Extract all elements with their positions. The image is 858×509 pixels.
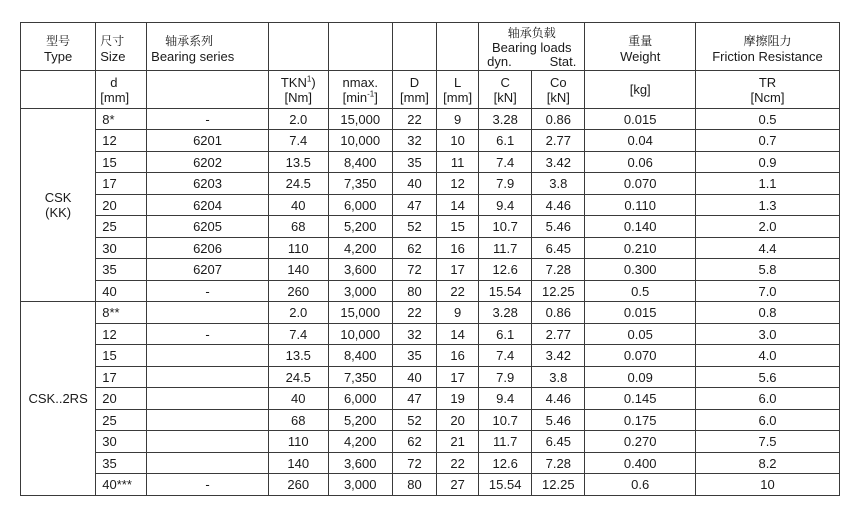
table-row (21, 216, 840, 238)
cell-size-d: 15 (96, 151, 147, 173)
table-row (21, 345, 840, 367)
table-row (21, 302, 840, 324)
cell-load-co: 2.77 (532, 323, 585, 345)
cell-load-c: 9.4 (479, 194, 532, 216)
cell-tkn: 68 (268, 216, 328, 238)
header-empty-3 (392, 23, 436, 71)
cell-load-co: 5.46 (532, 216, 585, 238)
header-friction-resistance: 摩擦阻力 Friction Resistance (696, 23, 840, 71)
cell-weight: 0.06 (585, 151, 696, 173)
cell-load-c: 3.28 (479, 302, 532, 324)
cell-load-c: 7.9 (479, 173, 532, 195)
cell-outer-d: 35 (392, 151, 436, 173)
cell-friction-tr: 6.0 (696, 409, 840, 431)
table-row (21, 366, 840, 388)
cell-weight: 0.015 (585, 108, 696, 130)
cell-tkn: 140 (268, 452, 328, 474)
units-row (21, 71, 840, 109)
type-group-cell (21, 302, 96, 496)
cell-load-co: 12.25 (532, 280, 585, 302)
cell-size-d: 12 (96, 130, 147, 152)
cell-outer-d: 32 (392, 323, 436, 345)
cell-friction-tr: 0.8 (696, 302, 840, 324)
cell-friction-tr: 0.5 (696, 108, 840, 130)
cell-bearing-series (147, 302, 269, 324)
unit-type-empty (21, 71, 96, 109)
cell-friction-tr: 7.0 (696, 280, 840, 302)
cell-nmax: 15,000 (328, 108, 392, 130)
cell-friction-tr: 4.4 (696, 237, 840, 259)
cell-outer-d: 72 (392, 452, 436, 474)
table-row (21, 452, 840, 474)
cell-weight: 0.015 (585, 302, 696, 324)
cell-nmax: 10,000 (328, 323, 392, 345)
cell-load-co: 7.28 (532, 259, 585, 281)
cell-tkn: 24.5 (268, 173, 328, 195)
cell-weight: 0.270 (585, 431, 696, 453)
cell-load-c: 9.4 (479, 388, 532, 410)
cell-length-l: 20 (437, 409, 479, 431)
cell-size-d: 17 (96, 366, 147, 388)
cell-load-c: 6.1 (479, 323, 532, 345)
cell-bearing-series: 6207 (147, 259, 269, 281)
cell-length-l: 10 (437, 130, 479, 152)
cell-outer-d: 47 (392, 194, 436, 216)
cell-outer-d: 72 (392, 259, 436, 281)
cell-bearing-series: - (147, 108, 269, 130)
cell-tkn: 260 (268, 280, 328, 302)
cell-tkn: 110 (268, 431, 328, 453)
cell-length-l: 19 (437, 388, 479, 410)
cell-bearing-series: - (147, 474, 269, 496)
cell-tkn: 7.4 (268, 323, 328, 345)
cell-nmax: 5,200 (328, 409, 392, 431)
cell-load-co: 4.46 (532, 388, 585, 410)
cell-outer-d: 40 (392, 173, 436, 195)
cell-load-c: 11.7 (479, 431, 532, 453)
cell-outer-d: 22 (392, 302, 436, 324)
table-row (21, 173, 840, 195)
cell-length-l: 22 (437, 280, 479, 302)
cell-tkn: 2.0 (268, 108, 328, 130)
table-row (21, 474, 840, 496)
cell-friction-tr: 4.0 (696, 345, 840, 367)
cell-outer-d: 52 (392, 409, 436, 431)
cell-tkn: 110 (268, 237, 328, 259)
cell-weight: 0.145 (585, 388, 696, 410)
cell-load-c: 7.4 (479, 151, 532, 173)
cell-outer-d: 80 (392, 280, 436, 302)
table-row (21, 259, 840, 281)
cell-weight: 0.300 (585, 259, 696, 281)
cell-size-d: 35 (96, 452, 147, 474)
header-type: 型号 Type (21, 23, 96, 71)
cell-load-c: 7.4 (479, 345, 532, 367)
cell-tkn: 68 (268, 409, 328, 431)
cell-length-l: 14 (437, 323, 479, 345)
table-row (21, 108, 840, 130)
unit-D: D [mm] (392, 71, 436, 109)
cell-length-l: 17 (437, 366, 479, 388)
cell-weight: 0.070 (585, 173, 696, 195)
cell-size-d: 40 (96, 280, 147, 302)
cell-bearing-series: 6204 (147, 194, 269, 216)
cell-load-c: 10.7 (479, 409, 532, 431)
table-row (21, 431, 840, 453)
cell-nmax: 3,600 (328, 259, 392, 281)
cell-size-d: 30 (96, 431, 147, 453)
unit-tr: TR [Ncm] (696, 71, 840, 109)
header-weight: 重量 Weight (585, 23, 696, 71)
cell-tkn: 7.4 (268, 130, 328, 152)
cell-nmax: 4,200 (328, 431, 392, 453)
cell-bearing-series (147, 452, 269, 474)
cell-load-co: 2.77 (532, 130, 585, 152)
cell-load-co: 5.46 (532, 409, 585, 431)
cell-nmax: 8,400 (328, 151, 392, 173)
cell-length-l: 16 (437, 345, 479, 367)
cell-load-c: 10.7 (479, 216, 532, 238)
cell-load-co: 12.25 (532, 474, 585, 496)
cell-bearing-series (147, 388, 269, 410)
unit-Co: Co [kN] (532, 71, 585, 109)
cell-size-d: 8* (96, 108, 147, 130)
cell-nmax: 6,000 (328, 194, 392, 216)
header-row (21, 23, 840, 71)
unit-L: L [mm] (437, 71, 479, 109)
cell-load-c: 12.6 (479, 452, 532, 474)
header-bearing-loads: 轴承负载 Bearing loads dyn. Stat. (479, 23, 585, 71)
cell-length-l: 15 (437, 216, 479, 238)
cell-length-l: 9 (437, 302, 479, 324)
cell-friction-tr: 1.3 (696, 194, 840, 216)
table-row (21, 280, 840, 302)
cell-size-d: 20 (96, 388, 147, 410)
table-row (21, 323, 840, 345)
cell-outer-d: 47 (392, 388, 436, 410)
cell-weight: 0.175 (585, 409, 696, 431)
cell-length-l: 11 (437, 151, 479, 173)
cell-friction-tr: 6.0 (696, 388, 840, 410)
cell-size-d: 8** (96, 302, 147, 324)
cell-bearing-series: - (147, 323, 269, 345)
cell-size-d: 25 (96, 216, 147, 238)
unit-series-empty (147, 71, 269, 109)
cell-nmax: 3,000 (328, 280, 392, 302)
cell-friction-tr: 8.2 (696, 452, 840, 474)
cell-weight: 0.09 (585, 366, 696, 388)
type-name: CSK..2RS (28, 391, 88, 407)
cell-size-d: 30 (96, 237, 147, 259)
cell-nmax: 4,200 (328, 237, 392, 259)
cell-length-l: 21 (437, 431, 479, 453)
cell-load-co: 7.28 (532, 452, 585, 474)
cell-load-co: 3.8 (532, 366, 585, 388)
cell-outer-d: 80 (392, 474, 436, 496)
cell-weight: 0.05 (585, 323, 696, 345)
type-name: CSK (44, 190, 72, 206)
cell-outer-d: 62 (392, 431, 436, 453)
cell-tkn: 40 (268, 388, 328, 410)
cell-outer-d: 40 (392, 366, 436, 388)
cell-tkn: 13.5 (268, 345, 328, 367)
table-row (21, 130, 840, 152)
cell-outer-d: 22 (392, 108, 436, 130)
cell-tkn: 260 (268, 474, 328, 496)
cell-nmax: 8,400 (328, 345, 392, 367)
cell-outer-d: 52 (392, 216, 436, 238)
cell-size-d: 15 (96, 345, 147, 367)
cell-bearing-series: 6201 (147, 130, 269, 152)
header-loads-dyn: dyn. (487, 54, 512, 70)
cell-load-co: 6.45 (532, 237, 585, 259)
cell-nmax: 10,000 (328, 130, 392, 152)
cell-length-l: 12 (437, 173, 479, 195)
cell-weight: 0.400 (585, 452, 696, 474)
unit-weight: [kg] (585, 71, 696, 109)
cell-load-c: 12.6 (479, 259, 532, 281)
cell-friction-tr: 0.9 (696, 151, 840, 173)
cell-size-d: 35 (96, 259, 147, 281)
cell-friction-tr: 5.8 (696, 259, 840, 281)
type-group-cell (21, 108, 96, 302)
cell-size-d: 40*** (96, 474, 147, 496)
cell-load-c: 15.54 (479, 280, 532, 302)
cell-friction-tr: 10 (696, 474, 840, 496)
cell-outer-d: 62 (392, 237, 436, 259)
cell-bearing-series: 6203 (147, 173, 269, 195)
cell-weight: 0.5 (585, 280, 696, 302)
cell-nmax: 7,350 (328, 366, 392, 388)
cell-load-co: 6.45 (532, 431, 585, 453)
cell-friction-tr: 0.7 (696, 130, 840, 152)
cell-load-c: 3.28 (479, 108, 532, 130)
cell-weight: 0.6 (585, 474, 696, 496)
cell-size-d: 12 (96, 323, 147, 345)
cell-length-l: 14 (437, 194, 479, 216)
cell-friction-tr: 1.1 (696, 173, 840, 195)
cell-friction-tr: 3.0 (696, 323, 840, 345)
cell-tkn: 24.5 (268, 366, 328, 388)
cell-weight: 0.110 (585, 194, 696, 216)
cell-outer-d: 32 (392, 130, 436, 152)
cell-friction-tr: 5.6 (696, 366, 840, 388)
cell-bearing-series: 6202 (147, 151, 269, 173)
cell-tkn: 2.0 (268, 302, 328, 324)
table-row (21, 194, 840, 216)
cell-tkn: 13.5 (268, 151, 328, 173)
cell-load-co: 3.8 (532, 173, 585, 195)
cell-load-c: 11.7 (479, 237, 532, 259)
unit-nmax: nmax. $[\min^{-1}]$ (328, 71, 392, 109)
cell-friction-tr: 2.0 (696, 216, 840, 238)
header-empty-2 (328, 23, 392, 71)
cell-load-co: 4.46 (532, 194, 585, 216)
header-bearing-series: 轴承系列 Bearing series (147, 23, 269, 71)
cell-friction-tr: 7.5 (696, 431, 840, 453)
header-empty-4 (437, 23, 479, 71)
cell-bearing-series (147, 431, 269, 453)
table-row (21, 237, 840, 259)
cell-weight: 0.140 (585, 216, 696, 238)
cell-bearing-series: 6205 (147, 216, 269, 238)
cell-weight: 0.070 (585, 345, 696, 367)
cell-bearing-series (147, 345, 269, 367)
cell-load-co: 0.86 (532, 302, 585, 324)
type-alias: (KK) (45, 205, 72, 221)
cell-nmax: 5,200 (328, 216, 392, 238)
cell-load-c: 15.54 (479, 474, 532, 496)
cell-length-l: 22 (437, 452, 479, 474)
cell-nmax: 6,000 (328, 388, 392, 410)
cell-size-d: 25 (96, 409, 147, 431)
header-loads-stat: Stat. (549, 54, 577, 70)
cell-load-c: 7.9 (479, 366, 532, 388)
cell-nmax: 15,000 (328, 302, 392, 324)
cell-outer-d: 35 (392, 345, 436, 367)
unit-tkn: TKN$^1$) [Nm] (268, 71, 328, 109)
cell-length-l: 9 (437, 108, 479, 130)
bearing-spec-table (20, 22, 840, 496)
cell-size-d: 20 (96, 194, 147, 216)
table-row (21, 151, 840, 173)
cell-bearing-series: 6206 (147, 237, 269, 259)
cell-weight: 0.04 (585, 130, 696, 152)
cell-load-co: 3.42 (532, 345, 585, 367)
cell-load-c: 6.1 (479, 130, 532, 152)
cell-weight: 0.210 (585, 237, 696, 259)
cell-size-d: 17 (96, 173, 147, 195)
cell-bearing-series: - (147, 280, 269, 302)
table-row (21, 388, 840, 410)
cell-nmax: 3,600 (328, 452, 392, 474)
header-size: 尺寸 Size (96, 23, 147, 71)
table-row (21, 409, 840, 431)
cell-bearing-series (147, 409, 269, 431)
unit-C: C [kN] (479, 71, 532, 109)
cell-load-co: 0.86 (532, 108, 585, 130)
header-empty-1 (268, 23, 328, 71)
unit-d: d [mm] (96, 71, 147, 109)
cell-length-l: 17 (437, 259, 479, 281)
cell-tkn: 40 (268, 194, 328, 216)
cell-load-co: 3.42 (532, 151, 585, 173)
cell-tkn: 140 (268, 259, 328, 281)
cell-bearing-series (147, 366, 269, 388)
cell-length-l: 27 (437, 474, 479, 496)
cell-length-l: 16 (437, 237, 479, 259)
cell-nmax: 7,350 (328, 173, 392, 195)
cell-nmax: 3,000 (328, 474, 392, 496)
